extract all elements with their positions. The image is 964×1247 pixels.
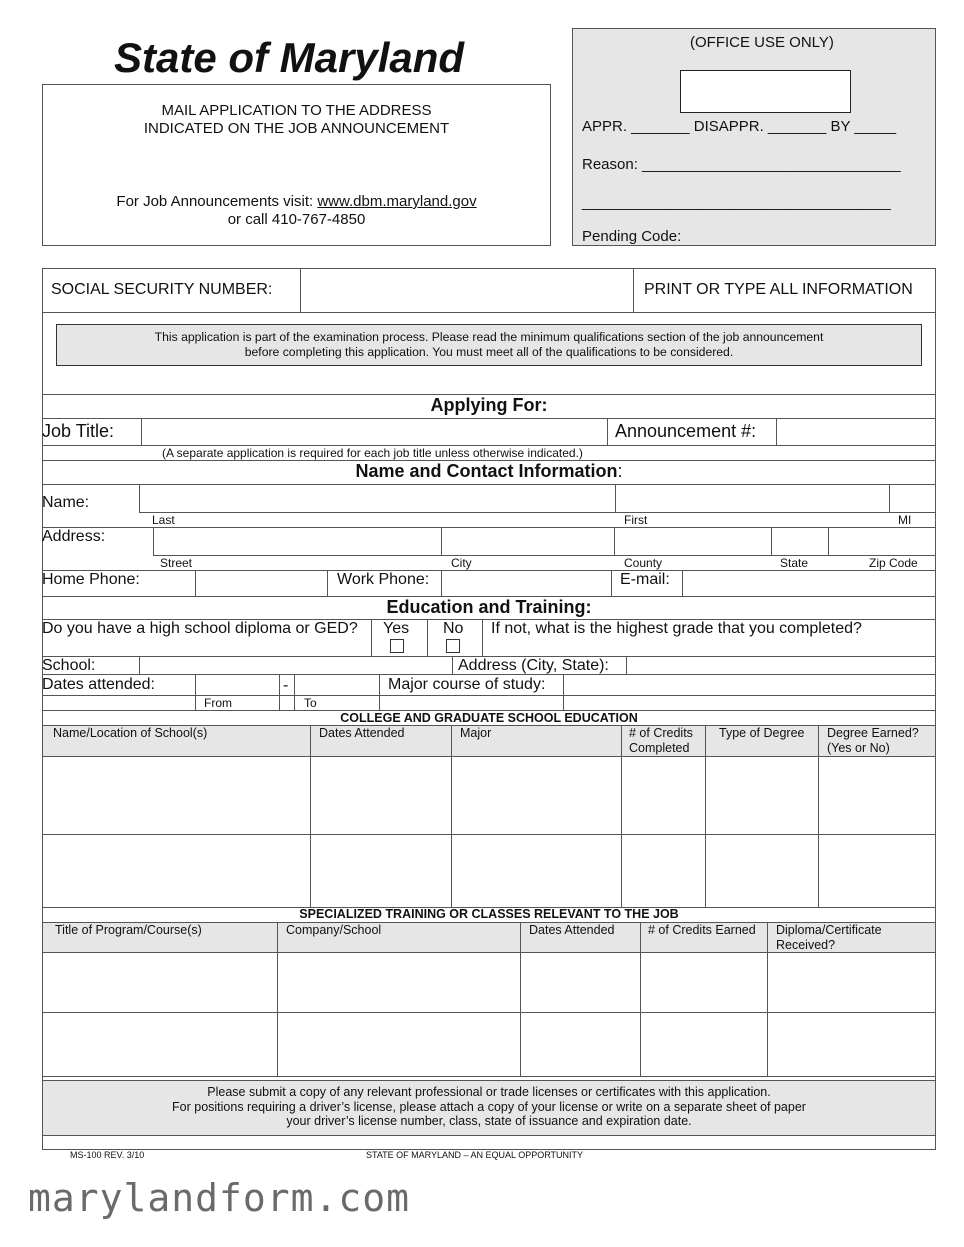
major-label: Major course of study: [388, 676, 546, 693]
print-instruction: PRINT OR TYPE ALL INFORMATION [644, 281, 913, 298]
college-row-1[interactable] [43, 757, 935, 833]
equal-opportunity: STATE OF MARYLAND – AN EQUAL OPPORTUNITY [366, 1150, 584, 1160]
office-use-box [572, 28, 936, 246]
city-caption: City [451, 556, 472, 570]
training-col-diploma: Diploma/Certificate [776, 923, 882, 937]
office-stamp-field[interactable] [680, 70, 851, 113]
pending-code: Pending Code: [582, 228, 682, 245]
from-caption: From [204, 696, 232, 710]
highest-grade-question: If not, what is the highest grade that you completed? [491, 620, 862, 637]
street-input[interactable] [154, 528, 440, 555]
address-label: Address: [42, 528, 106, 545]
work-phone-input[interactable] [442, 571, 610, 596]
form-id: MS-100 REV. 3/10 [70, 1150, 145, 1160]
school-input[interactable] [140, 657, 451, 674]
license-notice-text [42, 1085, 936, 1129]
email-label: E-mail: [620, 571, 670, 588]
college-col-credits: # of Credits [629, 726, 693, 740]
mail-line-2: INDICATED ON THE JOB ANNOUNCEMENT [143, 120, 450, 137]
training-col-credits: # of Credits Earned [648, 923, 756, 937]
mi-caption: MI [898, 513, 912, 527]
page-title: State of Maryland [114, 34, 465, 81]
notice-line-2: before completing this application. You must meet all of the qualifications to be considered. [244, 345, 734, 359]
contact-heading [42, 461, 936, 482]
college-col-degree-earned: Degree Earned? [827, 726, 919, 740]
education-heading: Education and Training: [386, 597, 592, 617]
divider [427, 619, 428, 656]
divider [379, 674, 380, 710]
state-caption: State [780, 556, 809, 570]
divider [279, 674, 280, 710]
college-heading: COLLEGE AND GRADUATE SCHOOL EDUCATION [340, 711, 638, 725]
divider [42, 1076, 936, 1077]
license-line-1: Please submit a copy of any relevant professional or trade licenses or certificates with this application. [207, 1085, 771, 1099]
watermark: marylandform.com [28, 1176, 411, 1220]
training-row-1[interactable] [43, 953, 935, 1011]
school-address-label: Address (City, State): [458, 657, 609, 674]
mail-line-1: MAIL APPLICATION TO THE ADDRESS [161, 102, 432, 119]
ssn-input[interactable] [301, 269, 632, 311]
divider [153, 555, 936, 556]
job-title-label: Job Title: [42, 421, 115, 441]
divider [42, 695, 936, 696]
no-label: No [443, 620, 464, 637]
school-address-input[interactable] [627, 657, 935, 674]
notice-line-1: This application is part of the examination process. Please read the minimum qualifications section of the job announcement [154, 330, 824, 344]
date-from-input[interactable] [196, 675, 278, 695]
date-dash: - [283, 677, 289, 694]
zip-input[interactable] [829, 528, 935, 555]
diploma-yes-checkbox[interactable] [390, 639, 404, 653]
county-input[interactable] [615, 528, 770, 555]
diploma-question: Do you have a high school diploma or GED? [42, 620, 358, 637]
divider [452, 656, 453, 674]
mail-instructions [42, 102, 551, 138]
first-caption: First [624, 513, 648, 527]
training-col-title: Title of Program/Course(s) [55, 923, 202, 937]
diploma-no-checkbox[interactable] [446, 639, 460, 653]
college-row-2[interactable] [43, 835, 935, 906]
zip-caption: Zip Code [869, 556, 918, 570]
training-col-company: Company/School [286, 923, 382, 937]
home-phone-input[interactable] [196, 571, 326, 596]
last-name-input[interactable] [140, 485, 614, 512]
dbm-link[interactable]: www.dbm.maryland.gov [317, 193, 477, 210]
first-name-input[interactable] [616, 485, 888, 512]
contact-heading-colon: : [617, 461, 623, 481]
approval-line: APPR. _______ DISAPPR. _______ BY _____ [582, 118, 897, 135]
college-col-degree-type: Type of Degree [719, 726, 805, 740]
office-use-title: (OFFICE USE ONLY) [690, 34, 834, 51]
college-col-major: Major [460, 726, 492, 740]
divider [327, 570, 328, 596]
middle-initial-input[interactable] [890, 485, 935, 512]
to-caption: To [304, 696, 317, 710]
visit-text: For Job Announcements visit: [116, 193, 318, 210]
date-to-input[interactable] [295, 675, 378, 695]
divider [371, 619, 372, 656]
yes-label: Yes [383, 620, 410, 637]
dates-attended-label: Dates attended: [42, 676, 155, 693]
job-announcement-info [42, 193, 551, 229]
applying-heading: Applying For: [430, 395, 548, 415]
county-caption: County [624, 556, 663, 570]
college-col-dates: Dates Attended [319, 726, 405, 740]
job-title-input[interactable] [142, 419, 606, 444]
divider [607, 418, 608, 445]
contact-heading-text: Name and Contact Information [355, 461, 618, 481]
name-label: Name: [42, 494, 90, 511]
announcement-label: Announcement #: [615, 421, 757, 441]
email-input[interactable] [683, 571, 935, 596]
divider [633, 268, 634, 312]
city-input[interactable] [442, 528, 613, 555]
college-col-credits-2: Completed [629, 741, 690, 755]
divider [42, 312, 936, 313]
home-phone-label: Home Phone: [42, 571, 140, 588]
call-text: or call 410-767-4850 [227, 211, 366, 228]
state-input[interactable] [772, 528, 827, 555]
notice-text [56, 330, 922, 360]
training-row-2[interactable] [43, 1013, 935, 1075]
divider [611, 570, 612, 596]
college-col-degree-earned-2: (Yes or No) [827, 741, 890, 755]
school-label: School: [42, 657, 96, 674]
announcement-input[interactable] [777, 419, 935, 444]
training-heading: SPECIALIZED TRAINING OR CLASSES RELEVANT TO THE JOB [299, 907, 679, 921]
license-line-3: your driver’s license number, class, state of issuance and expiration date. [286, 1114, 692, 1128]
college-col-school: Name/Location of School(s) [53, 726, 208, 740]
ssn-label: SOCIAL SECURITY NUMBER: [51, 281, 273, 298]
training-col-diploma-2: Received? [776, 938, 836, 952]
reason-blank-line: _____________________________________ [582, 194, 891, 211]
street-caption: Street [160, 556, 193, 570]
divider [482, 619, 483, 656]
last-caption: Last [152, 513, 175, 527]
license-line-2: For positions requiring a driver’s license, please attach a copy of your license or write on a separate sheet of paper [172, 1099, 806, 1114]
training-col-dates: Dates Attended [529, 923, 615, 937]
divider [139, 512, 936, 513]
work-phone-label: Work Phone: [337, 571, 430, 588]
separate-application-note: (A separate application is required for each job title unless otherwise indicated.) [162, 446, 583, 460]
reason-line: Reason: _______________________________ [582, 156, 901, 173]
major-input[interactable] [564, 675, 935, 695]
